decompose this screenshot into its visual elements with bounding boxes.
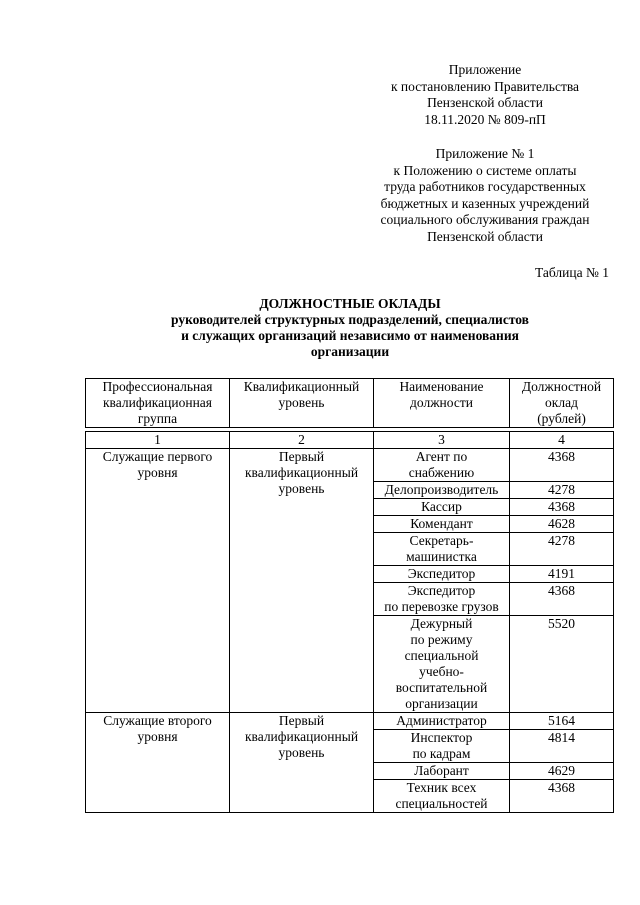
group-cell-text: Служащие первого: [102, 449, 213, 464]
appendix-line: к постановлению Правительства: [390, 78, 580, 94]
header-cell-text: Профессиональная: [102, 379, 213, 394]
salary-cell: 5520: [510, 616, 614, 713]
position-name-cell: [374, 713, 510, 730]
header-cell-text: Квалификационный: [243, 379, 360, 394]
position-name-cell-text: по кадрам: [412, 746, 471, 761]
salary-cell: 4629: [510, 763, 614, 780]
salary-cell: 5164: [510, 713, 614, 730]
group-cell: [86, 713, 230, 813]
group-cell-text: уровня: [137, 465, 178, 480]
group-cell: [86, 449, 230, 713]
column-number-row: [86, 432, 614, 449]
appendix-1-block: [350, 146, 620, 245]
level-cell-text: Первый: [278, 713, 325, 728]
level-cell: [230, 449, 374, 713]
appendix-line: Приложение № 1: [435, 146, 535, 161]
column-number-cell: 2: [230, 432, 374, 449]
position-name-cell: [374, 583, 510, 616]
salary-cell: 4278: [510, 482, 614, 499]
position-name-cell-text: по режиму: [410, 632, 473, 647]
table-row: [86, 449, 614, 482]
position-name-cell-text: Агент по: [415, 449, 468, 464]
level-cell-text: квалификационный: [244, 729, 359, 744]
position-name-cell: [374, 482, 510, 499]
appendix-line: Пензенской области: [427, 95, 543, 110]
position-name-cell-text: Делопроизводитель: [384, 482, 499, 497]
header-cell-text: квалификационная: [103, 395, 212, 410]
header-cell: [230, 379, 374, 428]
level-cell-text: уровень: [278, 481, 325, 496]
appendix-line: 18.11.2020 № 809-пП: [424, 111, 546, 127]
title-line: организации: [310, 344, 390, 359]
position-name-cell: [374, 499, 510, 516]
column-number-cell: 3: [374, 432, 510, 449]
position-name-cell: [374, 616, 510, 713]
group-cell-text: уровня: [137, 729, 178, 744]
salary-cell: 4368: [510, 583, 614, 616]
appendix-line: труда работников государственных: [384, 179, 586, 194]
salary-table: [85, 378, 614, 813]
header-cell-text: оклад: [545, 395, 578, 410]
position-name-cell: [374, 566, 510, 583]
position-name-cell-text: учебно-: [419, 664, 464, 679]
group-cell-text: Служащие второго: [103, 713, 212, 728]
level-cell: [230, 713, 374, 813]
position-name-cell: [374, 516, 510, 533]
position-name-cell-text: специальностей: [395, 796, 488, 811]
appendix-line: Приложение: [448, 62, 522, 77]
header-cell: [374, 379, 510, 428]
position-name-cell-text: Экспедитор: [407, 566, 476, 581]
position-name-cell-text: Комендант: [410, 516, 473, 531]
header-cell-text: уровень: [278, 395, 325, 410]
position-name-cell-text: Инспектор: [410, 730, 473, 745]
position-name-cell-text: Техник всех: [406, 780, 477, 795]
table-row: [86, 713, 614, 730]
appendix-line: к Положению о системе оплаты: [393, 162, 577, 178]
position-name-cell-text: Экспедитор: [407, 583, 476, 598]
title-line: руководителей структурных подразделений, специалистов: [171, 312, 529, 327]
salary-cell: 4368: [510, 780, 614, 813]
header-cell: [510, 379, 614, 428]
position-name-cell-text: воспитательной: [395, 680, 488, 695]
level-cell-text: Первый: [278, 449, 325, 464]
position-name-cell: [374, 763, 510, 780]
salary-cell: 4814: [510, 730, 614, 763]
position-name-cell-text: Дежурный: [410, 616, 473, 631]
salary-cell: 4368: [510, 449, 614, 482]
position-name-cell: [374, 730, 510, 763]
title-line: ДОЛЖНОСТНЫЕ ОКЛАДЫ: [259, 296, 441, 311]
position-name-cell-text: по перевозке грузов: [384, 599, 499, 614]
salary-cell: 4278: [510, 533, 614, 566]
position-name-cell-text: Лаборант: [414, 763, 469, 778]
position-name-cell-text: снабжению: [408, 465, 475, 480]
position-name-cell: [374, 780, 510, 813]
position-name-cell: [374, 533, 510, 566]
document-title: [0, 296, 640, 360]
table-header-row: [86, 379, 614, 428]
salary-cell: 4191: [510, 566, 614, 583]
level-cell-text: уровень: [278, 745, 325, 760]
header-cell-text: должности: [410, 395, 473, 410]
header-cell-text: Должностной: [521, 379, 602, 394]
header-cell-text: (рублей): [537, 411, 586, 426]
table-number: Таблица № 1: [535, 265, 609, 280]
position-name-cell-text: организации: [405, 696, 478, 711]
header-cell-text: Наименование: [399, 379, 484, 394]
position-name-cell-text: Кассир: [421, 499, 462, 514]
column-number-cell: 4: [510, 432, 614, 449]
salary-cell: 4368: [510, 499, 614, 516]
position-name-cell-text: специальной: [404, 648, 479, 663]
level-cell-text: квалификационный: [244, 465, 359, 480]
appendix-line: Пензенской области: [427, 228, 543, 244]
position-name-cell-text: Секретарь-: [409, 533, 474, 548]
position-name-cell-text: машинистка: [406, 549, 477, 564]
column-number-cell: 1: [86, 432, 230, 449]
appendix-main-block: [350, 62, 620, 128]
salary-cell: 4628: [510, 516, 614, 533]
position-name-cell-text: Администратор: [396, 713, 487, 728]
header-cell-text: группа: [137, 411, 178, 426]
title-line: и служащих организаций независимо от наименования: [181, 328, 519, 343]
position-name-cell: [374, 449, 510, 482]
appendix-line: бюджетных и казенных учреждений: [380, 195, 590, 211]
header-cell: [86, 379, 230, 428]
appendix-line: социального обслуживания граждан: [380, 212, 590, 227]
